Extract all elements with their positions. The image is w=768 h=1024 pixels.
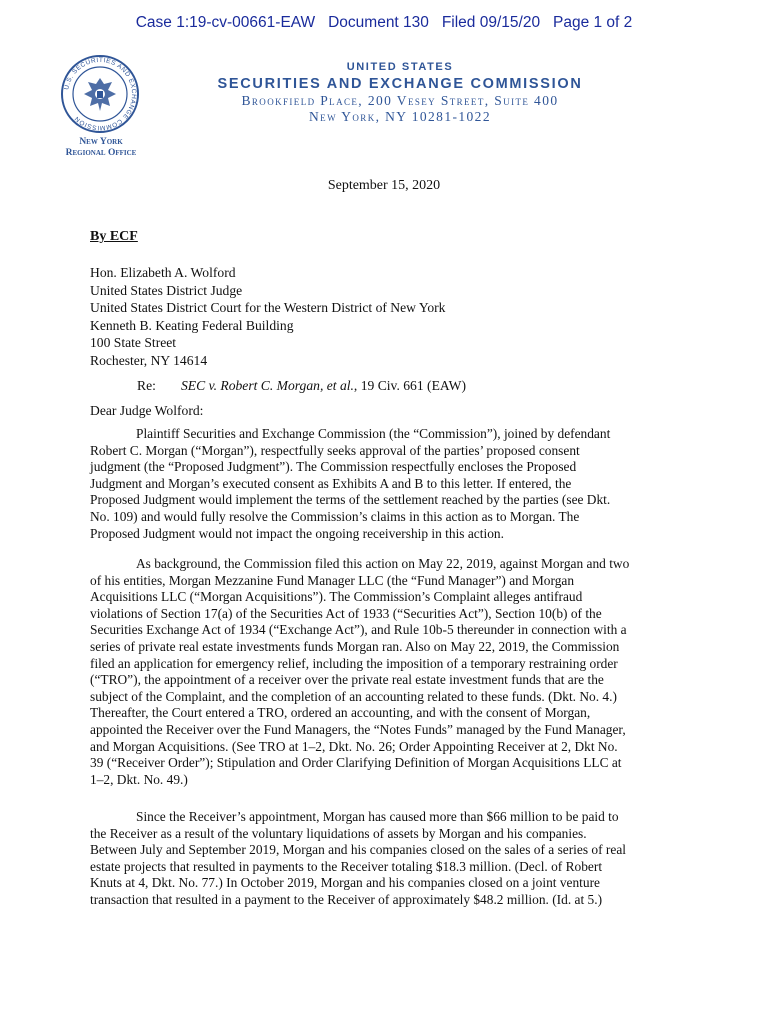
paragraph-line: Securities Exchange Act of 1934 (“Exchange Act”), and Rule 10b-5 thereunder in connection with a [90, 622, 627, 638]
paragraph-line: 1–2, Dkt. No. 49.) [90, 771, 188, 787]
paragraph-line: and Morgan Acquisitions. (See TRO at 1–2, Dkt. No. 26; Order Appointing Receiver at 2, Dkt No. [90, 738, 618, 754]
address-line: United States District Judge [90, 282, 243, 298]
address-line: Rochester, NY 14614 [90, 352, 208, 368]
salutation: Dear Judge Wolford: [90, 403, 204, 418]
paragraph-line: Since the Receiver’s appointment, Morgan has caused more than $66 million to be paid to [136, 809, 619, 824]
paragraph-line: series of private real estate investments funds Morgan ran. Also on May 22, 2019, the Commission [90, 638, 620, 654]
address-line: United States District Court for the Western District of New York [90, 300, 446, 315]
paragraph-1 [90, 426, 680, 542]
paragraph-line: of his entities, Morgan Mezzanine Fund Manager LLC (the “Fund Manager”) and Morgan [90, 572, 575, 588]
paragraph-line: filed an application for emergency relief, including the imposition of a temporary restraining order [90, 655, 618, 671]
paragraph-line: Knuts at 4, Dkt. No. 77.) In October 2019, Morgan and his companies closed on a joint venture [90, 875, 600, 891]
paragraph-3 [90, 809, 680, 909]
address-line: Kenneth B. Keating Federal Building [90, 317, 294, 333]
paragraph-line: Between July and September 2019, Morgan and his companies closed on the sales of a series of real [90, 842, 626, 858]
paragraph-line: 39 (“Receiver Order”); Stipulation and Order Clarifying Definition of Morgan Acquisitions LLC at [90, 755, 622, 771]
paragraph-line: Plaintiff Securities and Exchange Commission (the “Commission”), joined by defendant [136, 426, 611, 441]
letter-date: September 15, 2020 [327, 178, 441, 193]
paragraph-line: estate projects that resulted in payments to the Receiver totaling $18.3 million. (Decl. of Robert [90, 858, 603, 874]
letterhead-city: New York, NY 10281-1022 [309, 109, 491, 124]
paragraph-line: subject of the Complaint, and the completion of an accounting related to these funds. (Dkt. No. 4.) [90, 688, 617, 704]
svg-text:U.S. SECURITIES AND EXCHANGE C: U.S. SECURITIES AND EXCHANGE COMMISSION [63, 56, 138, 132]
sec-seal-icon [60, 54, 140, 134]
re-case-number: , 19 Civ. 661 (EAW) [353, 378, 466, 393]
paragraph-line: judgment (the “Proposed Judgment”). The Commission respectfully encloses the Proposed [90, 459, 577, 475]
delivery-method: By ECF [90, 229, 138, 244]
letterhead [170, 60, 630, 125]
case-header: Case 1:19-cv-00661-EAW Document 130 Filed 09/15/20 Page 1 of 2 [135, 14, 633, 31]
paragraph-line: No. 109) and would fully resolve the Commission’s claims in this action as to Morgan. The [90, 508, 580, 524]
address-line: Hon. Elizabeth A. Wolford [90, 265, 236, 280]
letterhead-street: Brookfield Place, 200 Vesey Street, Suite 400 [241, 93, 559, 108]
address-line: 100 State Street [90, 335, 177, 350]
paragraph-line: Judgment and Morgan’s executed consent as Exhibits A and B to this letter. If entered, the [90, 475, 572, 491]
regional-office-label [62, 137, 140, 159]
office-line-2: Regional Office [65, 148, 137, 158]
paragraph-line: Acquisitions LLC (“Morgan Acquisitions”). The Commission’s Complaint alleges antifraud [90, 589, 583, 605]
re-case-name: SEC v. Robert C. Morgan, et al. [181, 378, 354, 393]
paragraph-line: Thereafter, the Court entered a TRO, ordered an accounting, and with the consent of Morgan, [90, 705, 591, 721]
letterhead-line-1: UNITED STATES [346, 61, 454, 73]
paragraph-line: Robert C. Morgan (“Morgan”), respectfully seeks approval of the parties’ proposed consent [90, 442, 580, 458]
re-label: Re: [137, 378, 156, 393]
paragraph-line: violations of Section 17(a) of the Securities Act of 1933 (“Securities Act”), Section 10(b) of the [90, 605, 602, 621]
recipient-address [90, 264, 445, 369]
paragraph-line: the Receiver as a result of the voluntary liquidations of assets by Morgan and his companies. [90, 825, 587, 841]
paragraph-line: (“TRO”), the appointment of a receiver over the private real estate investment funds that are the [90, 672, 604, 688]
paragraph-2 [90, 556, 680, 788]
letterhead-agency: SECURITIES AND EXCHANGE COMMISSION [217, 76, 583, 92]
paragraph-line: transaction that resulted in a payment to the Receiver of approximately $48.2 million. (Id. at 5.) [90, 891, 603, 907]
paragraph-line: Proposed Judgment would not impact the ongoing receivership in this action. [90, 525, 504, 541]
office-line-1: New York [79, 137, 123, 147]
paragraph-line: Proposed Judgment would implement the terms of the settlement reached by the parties (see Dkt. [90, 492, 611, 508]
paragraph-line: As background, the Commission filed this action on May 22, 2019, against Morgan and two [136, 556, 630, 571]
paragraph-line: appointed the Receiver over the Fund Managers, the “Notes Funds” managed by the Fund Manager, [90, 721, 626, 737]
re-line [137, 378, 466, 394]
